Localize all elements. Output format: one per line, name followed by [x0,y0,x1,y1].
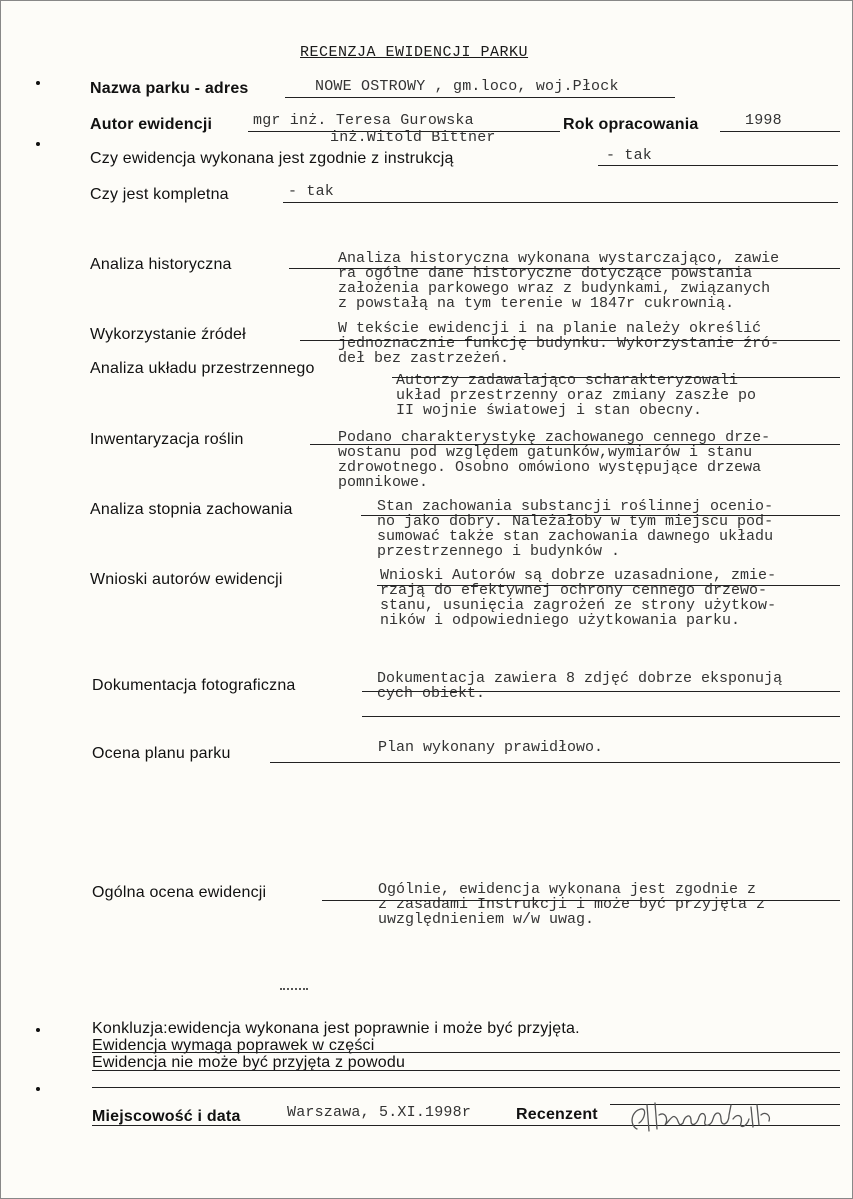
reviewer-signature [625,1085,785,1145]
plants-label: Inwentaryzacja roślin [90,431,244,448]
photo-text: Dokumentacja zawiera 8 zdjęć dobrze eksponują cych obiekt. [377,670,783,702]
layout-underline [392,377,840,378]
conclusions-label: Wnioski autorów ewidencji [90,571,283,588]
park-label: Nazwa parku - adres [90,80,249,97]
preservation-text: Stan zachowania substancji roślinnej ocenio- no jako dobry. Należałoby w tym miejscu pod- sumować także stan zachowania dawnego układu przestrzennego i budynków . [377,498,774,560]
historical-underline [289,268,840,269]
historical-label: Analiza historyczna [90,256,232,273]
historical-text: Analiza historyczna wykonana wystarczająco, zawie ra ogólne dane historyczne dotyczące powstania założenia parkowego wraz z budynkami, związanych z powstałą na tym terenie w 1847r cukrownią. [338,250,780,312]
author-line1: mgr inż. Teresa Gurowska [253,112,474,129]
ink-mark [280,988,308,992]
place-label: Miejscowość i data [92,1108,241,1125]
preservation-underline [361,515,840,516]
plan-label: Ocena planu parku [92,745,231,762]
park-value: NOWE OSTROWY , gm.loco, woj.Płock [315,78,619,95]
photo-underline-2 [362,716,840,717]
park-underline [285,97,675,98]
sources-text: W tekście ewidencji i na planie należy określić jednoznacznie funkcję budynku. Wykorzystanie źró- deł bez zastrzeżeń. [338,320,780,367]
place-value: Warszawa, 5.XI.1998r [287,1104,472,1121]
plants-text: Podano charakterystykę zachowanego cennego drze- wostanu pod względem gatunków,wymiarów i stanu zdrowotnego. Osobno omówiono występujące drzewa pomnikowe. [338,429,771,491]
complete-label: Czy jest kompletna [90,186,229,203]
conclusion-line2-underline [92,1052,840,1053]
overall-underline [322,900,840,901]
photo-label: Dokumentacja fotograficzna [92,677,296,694]
layout-text: Autorzy zadawalająco scharakteryzowali układ przestrzenny oraz zmiany zaszłe po II wojnie światowej i stan obecny. [396,372,757,419]
conclusion-line2: Ewidencja wymaga poprawek w części [92,1037,375,1054]
instruction-underline [598,165,838,166]
conclusion-line3-underline [92,1070,840,1071]
complete-value: - tak [288,183,335,200]
conclusions-text: Wnioski Autorów są dobrze uzasadnione, zmie- rzają do efektywnej ochrony cennego drzewo- stanu, usunięcia zagrożeń ze strony użytkow- ników i odpowiedniego użytkowania parku. [380,567,777,629]
plan-text: Plan wykonany prawidłowo. [378,739,604,756]
year-value: 1998 [745,112,782,129]
margin-dot [36,142,40,146]
sources-label: Wykorzystanie źródeł [90,326,246,343]
instruction-label: Czy ewidencja wykonana jest zgodnie z instrukcją [90,150,454,167]
layout-label: Analiza układu przestrzennego [90,360,315,377]
margin-dot [36,1028,40,1032]
margin-dot [36,1087,40,1091]
instruction-value: - tak [606,147,653,164]
photo-underline [362,691,840,692]
conclusions-underline [377,585,840,586]
author-line2: inż.Witold Bittner [330,129,496,146]
margin-dot [36,81,40,85]
plan-underline [270,762,840,763]
sources-underline [300,340,840,341]
preservation-label: Analiza stopnia zachowania [90,501,293,518]
overall-label: Ogólna ocena ewidencji [92,884,267,901]
plants-underline [310,444,840,445]
overall-text: Ogólnie, ewidencja wykonana jest zgodnie z z zasadami Instrukcji i może być przyjęta z uwzględnieniem w/w uwag. [378,881,766,928]
author-label: Autor ewidencji [90,116,213,133]
conclusion-line1: Konkluzja:ewidencja wykonana jest poprawnie i może być przyjęta. [92,1020,580,1037]
document-title: RECENZJA EWIDENCJI PARKU [300,44,529,61]
conclusion-line3: Ewidencja nie może być przyjęta z powodu [92,1054,406,1071]
year-underline [720,131,840,132]
reviewer-label: Recenzent [516,1106,598,1123]
year-label: Rok opracowania [563,116,699,133]
complete-underline [283,202,838,203]
